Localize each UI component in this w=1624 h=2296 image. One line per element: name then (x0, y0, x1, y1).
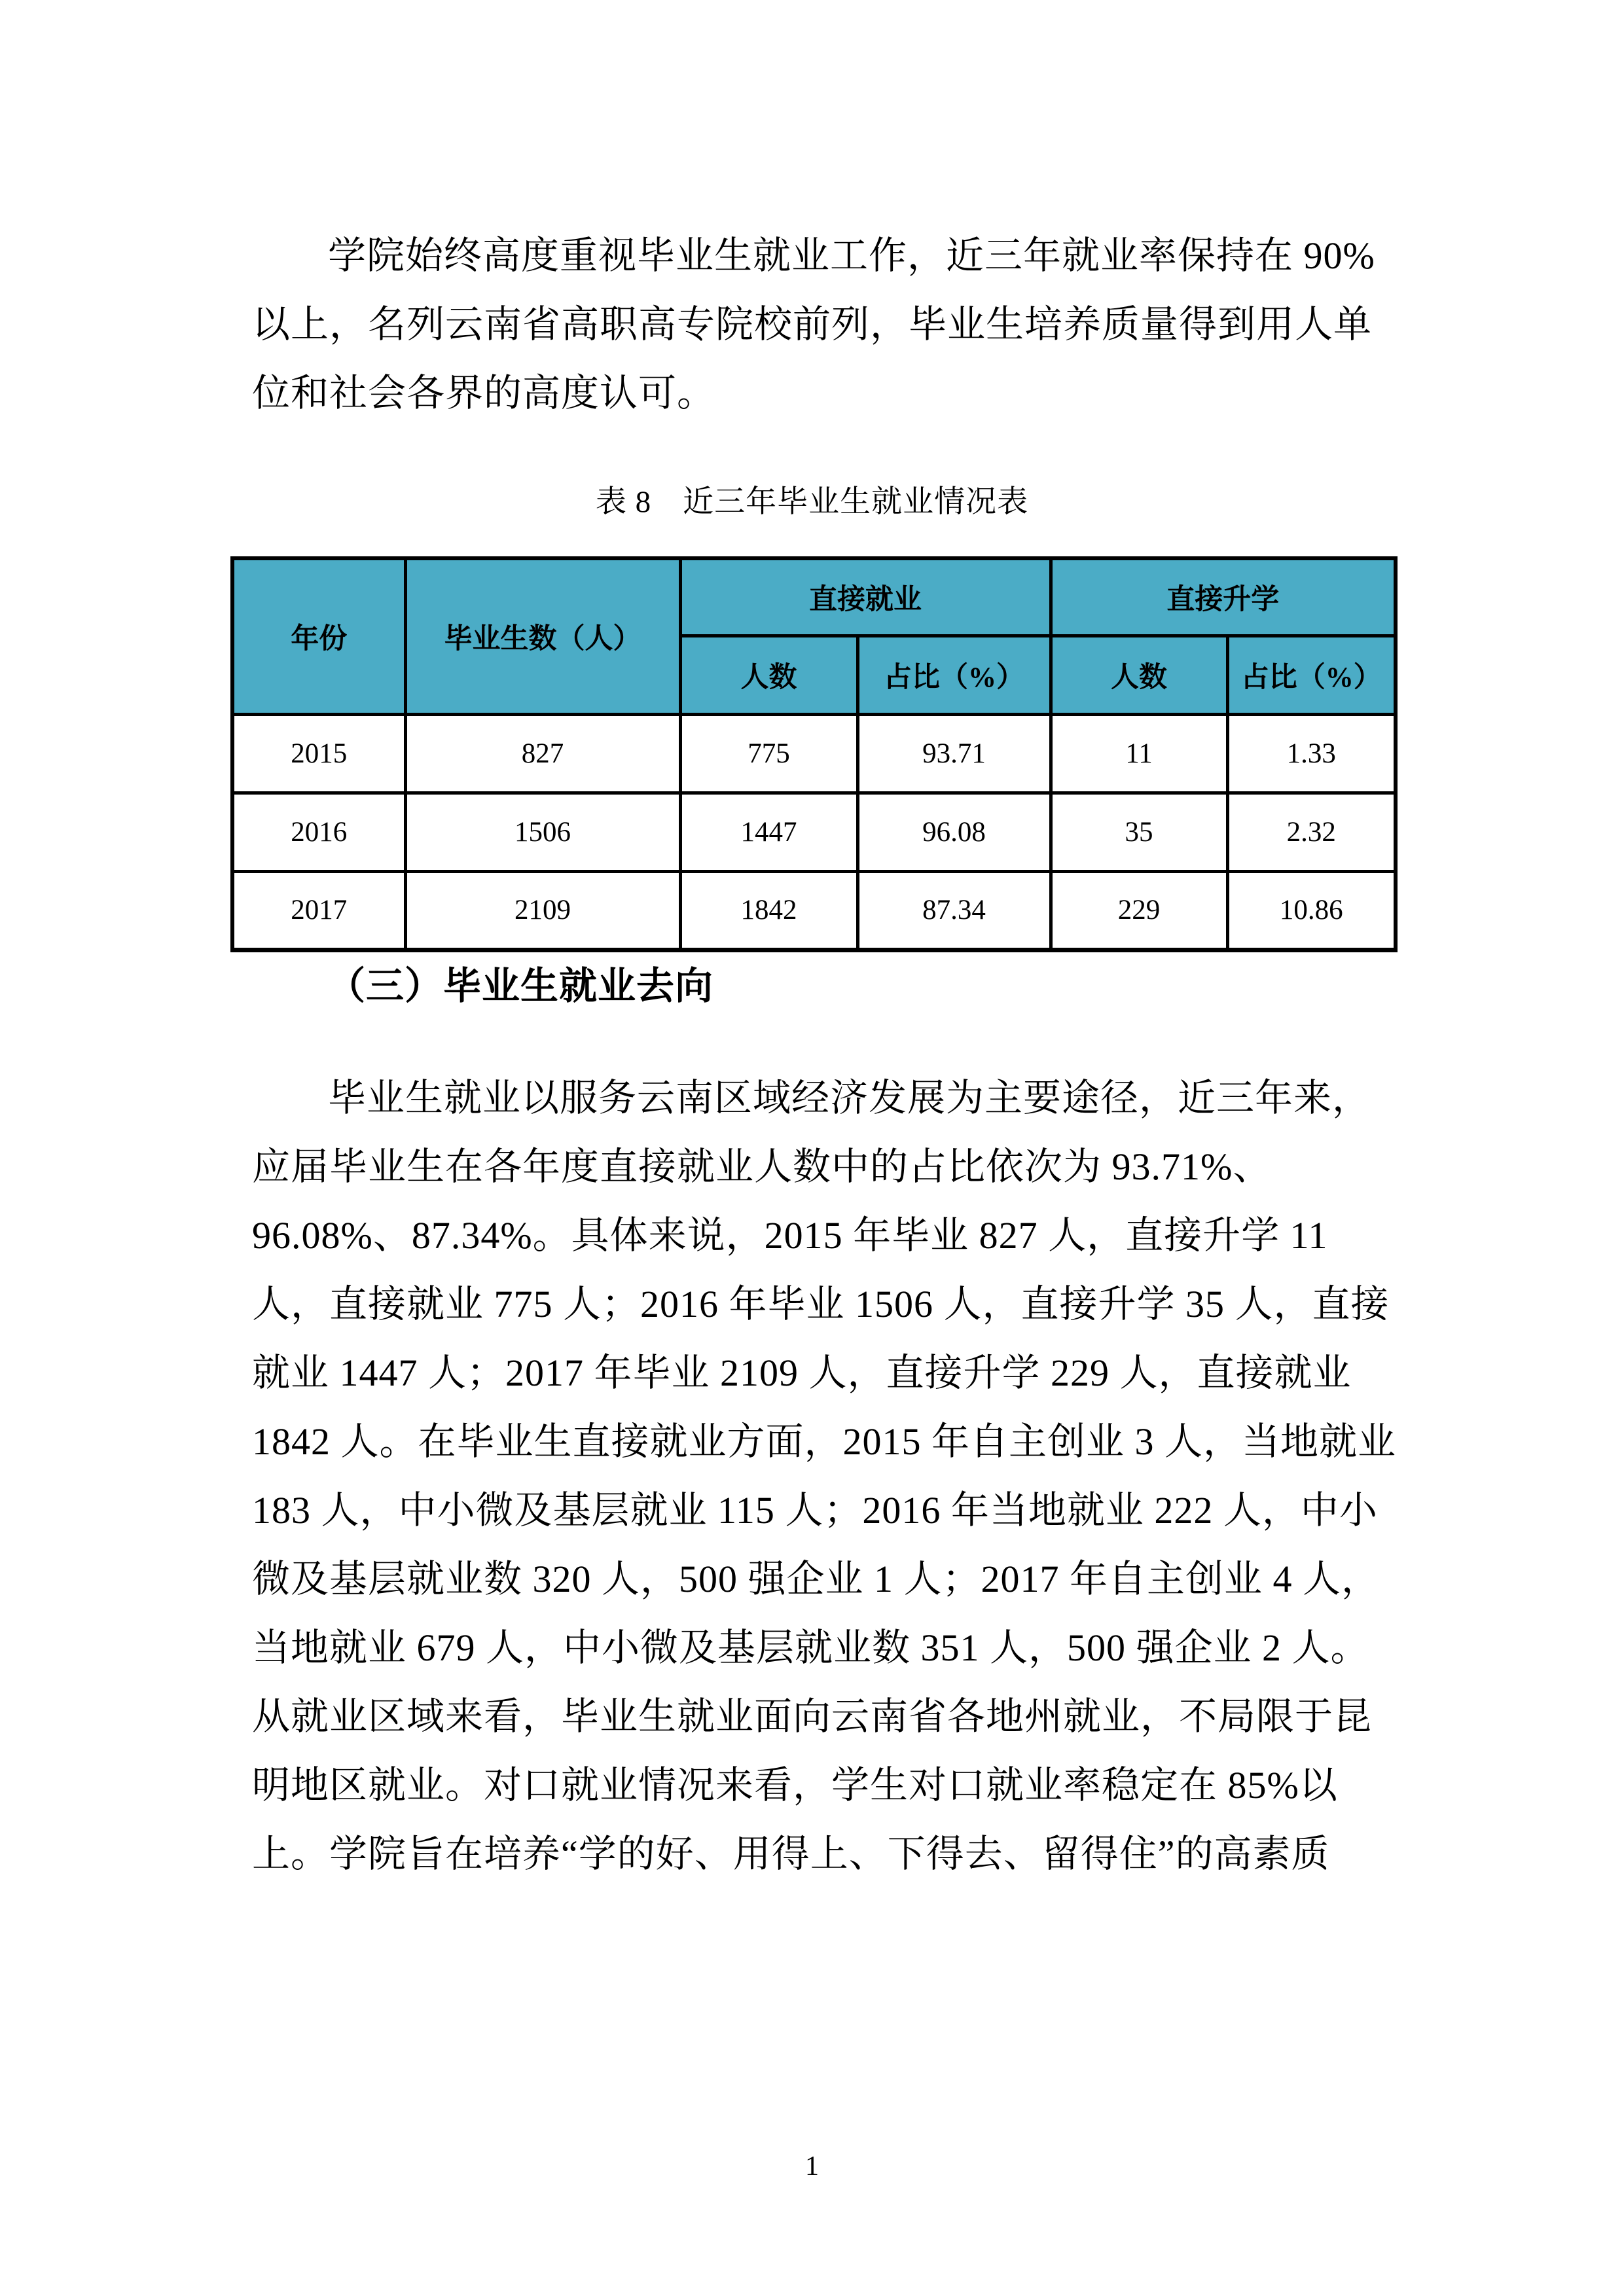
table-cell: 87.34 (857, 871, 1051, 950)
intro-paragraph (252, 221, 1375, 427)
header-study-ratio: 占比（%） (1227, 636, 1396, 714)
header-direct-further-study-group: 直接升学 (1051, 558, 1396, 636)
paragraph-line: 就业 1447 人；2017 年毕业 2109 人，直接升学 229 人，直接就业 (252, 1352, 1352, 1394)
paragraph-line: 毕业生就业以服务云南区域经济发展为主要途径，近三年来， (328, 1077, 1371, 1119)
table-cell: 775 (680, 714, 857, 793)
table-cell: 2017 (232, 871, 405, 950)
header-employment-count: 人数 (680, 636, 857, 714)
paragraph-line: 应届毕业生在各年度直接就业人数中的占比依次为 93.71%、 (252, 1145, 1272, 1188)
paragraph-line: 明地区就业。对口就业情况来看，学生对口就业率稳定在 85%以 (252, 1764, 1338, 1806)
table-body (232, 714, 1396, 950)
header-graduates-count: 毕业生数（人） (405, 558, 680, 714)
table-cell: 229 (1051, 871, 1227, 950)
table-cell: 96.08 (857, 793, 1051, 871)
table-cell: 10.86 (1227, 871, 1396, 950)
header-direct-employment-group: 直接就业 (680, 558, 1051, 636)
table-cell: 827 (405, 714, 680, 793)
table-cell: 1842 (680, 871, 857, 950)
paragraph-line: 从就业区域来看，毕业生就业面向云南省各地州就业，不局限于昆 (252, 1695, 1373, 1738)
table-row (232, 793, 1396, 871)
header-year: 年份 (232, 558, 405, 714)
employment-table (230, 556, 1398, 952)
paragraph-line: 以上，名列云南省高职高专院校前列，毕业生培养质量得到用人单 (252, 303, 1373, 346)
table-cell: 11 (1051, 714, 1227, 793)
table-header-row-groups (232, 558, 1396, 636)
table-cell: 1506 (405, 793, 680, 871)
table-row (232, 871, 1396, 950)
body-paragraph (252, 1064, 1397, 1888)
paragraph-line: 96.08%、87.34%。具体来说，2015 年毕业 827 人，直接升学 11 (252, 1214, 1328, 1257)
section-heading: （三）毕业生就业去向 (327, 965, 714, 1007)
table-cell: 93.71 (857, 714, 1051, 793)
header-study-count: 人数 (1051, 636, 1227, 714)
paragraph-line: 人，直接就业 775 人；2016 年毕业 1506 人，直接升学 35 人，直接 (252, 1283, 1390, 1325)
header-employment-ratio: 占比（%） (857, 636, 1051, 714)
table-cell: 1447 (680, 793, 857, 871)
paragraph-line: 位和社会各界的高度认可。 (252, 372, 716, 414)
table-caption: 表 8 近三年毕业生就业情况表 (595, 485, 1029, 519)
paragraph-line: 上。学院旨在培养“学的好、用得上、下得去、留得住”的高素质 (252, 1833, 1330, 1875)
table-cell: 1.33 (1227, 714, 1396, 793)
table-cell: 2109 (405, 871, 680, 950)
table-cell: 2015 (232, 714, 405, 793)
paragraph-line: 183 人，中小微及基层就业 115 人；2016 年当地就业 222 人，中小 (252, 1489, 1378, 1532)
table-row (232, 714, 1396, 793)
paragraph-line: 学院始终高度重视毕业生就业工作，近三年就业率保持在 90% (328, 234, 1375, 277)
table-cell: 2016 (232, 793, 405, 871)
paragraph-line: 1842 人。在毕业生直接就业方面，2015 年自主创业 3 人，当地就业 (252, 1420, 1397, 1463)
table-cell: 2.32 (1227, 793, 1396, 871)
page-number: 1 (805, 2151, 819, 2181)
paragraph-line: 当地就业 679 人，中小微及基层就业数 351 人，500 强企业 2 人。 (252, 1626, 1369, 1669)
table-header (232, 558, 1396, 714)
paragraph-line: 微及基层就业数 320 人，500 强企业 1 人；2017 年自主创业 4 人， (252, 1558, 1380, 1600)
table-cell: 35 (1051, 793, 1227, 871)
